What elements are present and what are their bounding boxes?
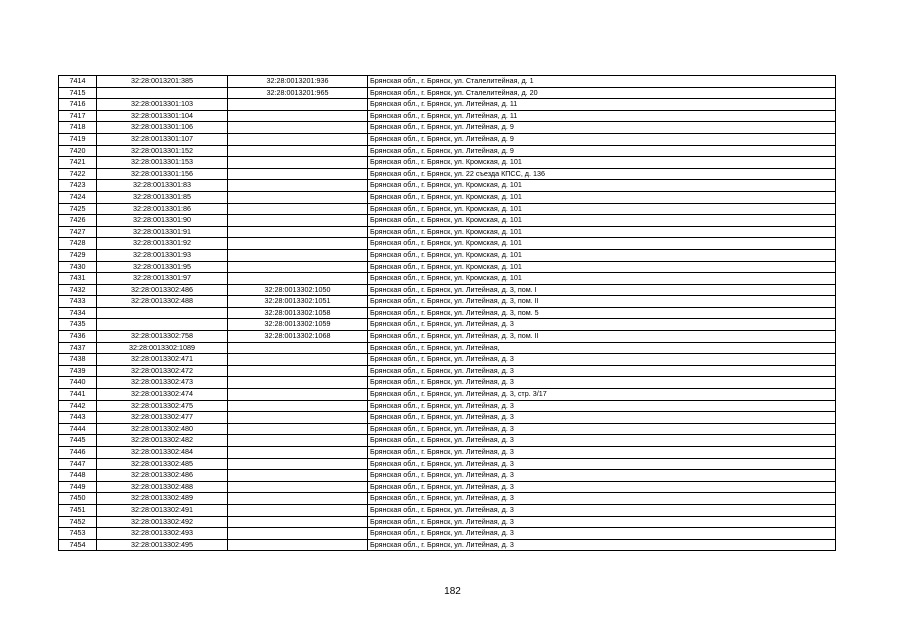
row-number-cell: 7428 [59, 238, 97, 250]
row-number-cell: 7439 [59, 365, 97, 377]
row-number-cell: 7452 [59, 516, 97, 528]
row-number-cell: 7414 [59, 76, 97, 88]
cadastral-number-cell [97, 87, 228, 99]
table-row [59, 215, 836, 227]
address-cell: Брянская обл., г. Брянск, ул. Литейная, д. 9 [368, 145, 836, 157]
cadastral-number-cell: 32:28:0013301:103 [97, 99, 228, 111]
address-cell: Брянская обл., г. Брянск, ул. Литейная, д. 3 [368, 458, 836, 470]
related-cadastral-number-cell [228, 203, 368, 215]
related-cadastral-number-cell [228, 226, 368, 238]
address-cell: Брянская обл., г. Брянск, ул. Литейная, д. 3 [368, 493, 836, 505]
related-cadastral-number-cell [228, 447, 368, 459]
related-cadastral-number-cell [228, 539, 368, 551]
address-cell: Брянская обл., г. Брянск, ул. 22 съезда КПСС, д. 136 [368, 168, 836, 180]
related-cadastral-number-cell [228, 145, 368, 157]
table-row [59, 400, 836, 412]
row-number-cell: 7437 [59, 342, 97, 354]
cadastral-number-cell: 32:28:0013301:152 [97, 145, 228, 157]
row-number-cell: 7427 [59, 226, 97, 238]
address-cell: Брянская обл., г. Брянск, ул. Литейная, д. 3 [368, 504, 836, 516]
table-row [59, 249, 836, 261]
related-cadastral-number-cell [228, 504, 368, 516]
row-number-cell: 7444 [59, 423, 97, 435]
table-row [59, 284, 836, 296]
address-cell: Брянская обл., г. Брянск, ул. Кромская, д. 101 [368, 226, 836, 238]
address-cell: Брянская обл., г. Брянск, ул. Сталелитейная, д. 20 [368, 87, 836, 99]
table-row [59, 365, 836, 377]
address-cell: Брянская обл., г. Брянск, ул. Литейная, д. 3, пом. 5 [368, 307, 836, 319]
related-cadastral-number-cell: 32:28:0013201:936 [228, 76, 368, 88]
address-cell: Брянская обл., г. Брянск, ул. Литейная, д. 3 [368, 447, 836, 459]
address-cell: Брянская обл., г. Брянск, ул. Литейная, д. 3, пом. II [368, 296, 836, 308]
row-number-cell: 7426 [59, 215, 97, 227]
table-row [59, 458, 836, 470]
related-cadastral-number-cell [228, 354, 368, 366]
table-row [59, 504, 836, 516]
address-cell: Брянская обл., г. Брянск, ул. Литейная, д. 3 [368, 423, 836, 435]
related-cadastral-number-cell [228, 412, 368, 424]
address-cell: Брянская обл., г. Брянск, ул. Литейная, д. 3 [368, 528, 836, 540]
address-cell: Брянская обл., г. Брянск, ул. Литейная, д. 3 [368, 539, 836, 551]
cadastral-number-cell: 32:28:0013301:85 [97, 191, 228, 203]
cadastral-number-cell: 32:28:0013301:97 [97, 273, 228, 285]
related-cadastral-number-cell [228, 273, 368, 285]
row-number-cell: 7420 [59, 145, 97, 157]
cadastral-number-cell: 32:28:0013301:86 [97, 203, 228, 215]
table-row [59, 307, 836, 319]
cadastral-number-cell: 32:28:0013302:473 [97, 377, 228, 389]
cadastral-number-cell: 32:28:0013302:472 [97, 365, 228, 377]
cadastral-number-cell: 32:28:0013301:107 [97, 133, 228, 145]
related-cadastral-number-cell [228, 122, 368, 134]
table-row [59, 87, 836, 99]
table-row [59, 180, 836, 192]
address-cell: Брянская обл., г. Брянск, ул. Кромская, д. 101 [368, 261, 836, 273]
cadastral-number-cell: 32:28:0013301:92 [97, 238, 228, 250]
table-row [59, 273, 836, 285]
table-row [59, 470, 836, 482]
row-number-cell: 7433 [59, 296, 97, 308]
table-row [59, 168, 836, 180]
table-row [59, 412, 836, 424]
table-row [59, 133, 836, 145]
related-cadastral-number-cell [228, 157, 368, 169]
row-number-cell: 7418 [59, 122, 97, 134]
property-registry-body [59, 76, 836, 551]
cadastral-number-cell: 32:28:0013302:492 [97, 516, 228, 528]
cadastral-number-cell: 32:28:0013302:485 [97, 458, 228, 470]
address-cell: Брянская обл., г. Брянск, ул. Литейная, д. 3 [368, 435, 836, 447]
cadastral-number-cell: 32:28:0013302:488 [97, 296, 228, 308]
cadastral-number-cell: 32:28:0013201:385 [97, 76, 228, 88]
address-cell: Брянская обл., г. Брянск, ул. Литейная, д. 3 [368, 400, 836, 412]
row-number-cell: 7445 [59, 435, 97, 447]
table-row [59, 447, 836, 459]
row-number-cell: 7441 [59, 389, 97, 401]
table-row [59, 76, 836, 88]
row-number-cell: 7450 [59, 493, 97, 505]
cadastral-number-cell: 32:28:0013302:1089 [97, 342, 228, 354]
related-cadastral-number-cell [228, 400, 368, 412]
row-number-cell: 7449 [59, 481, 97, 493]
address-cell: Брянская обл., г. Брянск, ул. Сталелитейная, д. 1 [368, 76, 836, 88]
table-row [59, 331, 836, 343]
table-row [59, 110, 836, 122]
related-cadastral-number-cell [228, 133, 368, 145]
table-row [59, 145, 836, 157]
table-row [59, 319, 836, 331]
cadastral-number-cell: 32:28:0013301:91 [97, 226, 228, 238]
table-row [59, 157, 836, 169]
related-cadastral-number-cell [228, 389, 368, 401]
related-cadastral-number-cell: 32:28:0013302:1058 [228, 307, 368, 319]
cadastral-number-cell [97, 319, 228, 331]
cadastral-number-cell: 32:28:0013301:104 [97, 110, 228, 122]
related-cadastral-number-cell [228, 249, 368, 261]
related-cadastral-number-cell [228, 215, 368, 227]
cadastral-number-cell [97, 307, 228, 319]
related-cadastral-number-cell: 32:28:0013302:1068 [228, 331, 368, 343]
related-cadastral-number-cell [228, 470, 368, 482]
row-number-cell: 7417 [59, 110, 97, 122]
address-cell: Брянская обл., г. Брянск, ул. Литейная, д. 9 [368, 122, 836, 134]
table-row [59, 389, 836, 401]
table-row [59, 481, 836, 493]
row-number-cell: 7421 [59, 157, 97, 169]
address-cell: Брянская обл., г. Брянск, ул. Литейная, д. 3 [368, 481, 836, 493]
table-row [59, 539, 836, 551]
cadastral-number-cell: 32:28:0013302:486 [97, 470, 228, 482]
row-number-cell: 7436 [59, 331, 97, 343]
related-cadastral-number-cell [228, 261, 368, 273]
cadastral-number-cell: 32:28:0013302:482 [97, 435, 228, 447]
table-row [59, 423, 836, 435]
cadastral-number-cell: 32:28:0013301:83 [97, 180, 228, 192]
cadastral-number-cell: 32:28:0013302:495 [97, 539, 228, 551]
address-cell: Брянская обл., г. Брянск, ул. Литейная, д. 11 [368, 99, 836, 111]
cadastral-number-cell: 32:28:0013302:484 [97, 447, 228, 459]
row-number-cell: 7415 [59, 87, 97, 99]
related-cadastral-number-cell [228, 516, 368, 528]
related-cadastral-number-cell [228, 493, 368, 505]
table-row [59, 226, 836, 238]
cadastral-number-cell: 32:28:0013302:488 [97, 481, 228, 493]
cadastral-number-cell: 32:28:0013302:480 [97, 423, 228, 435]
row-number-cell: 7451 [59, 504, 97, 516]
row-number-cell: 7423 [59, 180, 97, 192]
row-number-cell: 7442 [59, 400, 97, 412]
cadastral-number-cell: 32:28:0013301:90 [97, 215, 228, 227]
address-cell: Брянская обл., г. Брянск, ул. Кромская, д. 101 [368, 249, 836, 261]
related-cadastral-number-cell [228, 423, 368, 435]
related-cadastral-number-cell [228, 191, 368, 203]
page-number: 182 [444, 586, 461, 597]
row-number-cell: 7430 [59, 261, 97, 273]
address-cell: Брянская обл., г. Брянск, ул. Кромская, д. 101 [368, 157, 836, 169]
cadastral-number-cell: 32:28:0013301:156 [97, 168, 228, 180]
cadastral-number-cell: 32:28:0013302:493 [97, 528, 228, 540]
row-number-cell: 7419 [59, 133, 97, 145]
address-cell: Брянская обл., г. Брянск, ул. Литейная, д. 11 [368, 110, 836, 122]
address-cell: Брянская обл., г. Брянск, ул. Литейная, д. 3, пом. I [368, 284, 836, 296]
table-row [59, 296, 836, 308]
related-cadastral-number-cell [228, 99, 368, 111]
row-number-cell: 7424 [59, 191, 97, 203]
related-cadastral-number-cell [228, 168, 368, 180]
cadastral-number-cell: 32:28:0013302:474 [97, 389, 228, 401]
related-cadastral-number-cell [228, 342, 368, 354]
address-cell: Брянская обл., г. Брянск, ул. Литейная, д. 3, стр. 3/17 [368, 389, 836, 401]
table-row [59, 203, 836, 215]
related-cadastral-number-cell [228, 377, 368, 389]
address-cell: Брянская обл., г. Брянск, ул. Кромская, д. 101 [368, 203, 836, 215]
related-cadastral-number-cell [228, 180, 368, 192]
cadastral-number-cell: 32:28:0013302:489 [97, 493, 228, 505]
row-number-cell: 7438 [59, 354, 97, 366]
table-row [59, 191, 836, 203]
table-row [59, 354, 836, 366]
cadastral-number-cell: 32:28:0013302:758 [97, 331, 228, 343]
row-number-cell: 7440 [59, 377, 97, 389]
address-cell: Брянская обл., г. Брянск, ул. Литейная, д. 3 [368, 365, 836, 377]
address-cell: Брянская обл., г. Брянск, ул. Литейная, [368, 342, 836, 354]
table-row [59, 528, 836, 540]
table-row [59, 342, 836, 354]
cadastral-number-cell: 32:28:0013302:471 [97, 354, 228, 366]
table-row [59, 516, 836, 528]
row-number-cell: 7434 [59, 307, 97, 319]
address-cell: Брянская обл., г. Брянск, ул. Литейная, д. 3 [368, 470, 836, 482]
related-cadastral-number-cell: 32:28:0013302:1059 [228, 319, 368, 331]
related-cadastral-number-cell [228, 435, 368, 447]
address-cell: Брянская обл., г. Брянск, ул. Литейная, д. 3 [368, 412, 836, 424]
related-cadastral-number-cell: 32:28:0013302:1051 [228, 296, 368, 308]
table-row [59, 238, 836, 250]
row-number-cell: 7422 [59, 168, 97, 180]
cadastral-number-cell: 32:28:0013301:95 [97, 261, 228, 273]
cadastral-number-cell: 32:28:0013302:475 [97, 400, 228, 412]
table-row [59, 122, 836, 134]
address-cell: Брянская обл., г. Брянск, ул. Кромская, д. 101 [368, 238, 836, 250]
row-number-cell: 7446 [59, 447, 97, 459]
address-cell: Брянская обл., г. Брянск, ул. Литейная, д. 9 [368, 133, 836, 145]
cadastral-number-cell: 32:28:0013301:153 [97, 157, 228, 169]
address-cell: Брянская обл., г. Брянск, ул. Литейная, д. 3 [368, 319, 836, 331]
address-cell: Брянская обл., г. Брянск, ул. Литейная, д. 3 [368, 516, 836, 528]
related-cadastral-number-cell [228, 238, 368, 250]
table-row [59, 493, 836, 505]
related-cadastral-number-cell [228, 528, 368, 540]
row-number-cell: 7416 [59, 99, 97, 111]
address-cell: Брянская обл., г. Брянск, ул. Литейная, д. 3, пом. II [368, 331, 836, 343]
row-number-cell: 7432 [59, 284, 97, 296]
row-number-cell: 7448 [59, 470, 97, 482]
related-cadastral-number-cell [228, 110, 368, 122]
row-number-cell: 7453 [59, 528, 97, 540]
table-row [59, 261, 836, 273]
related-cadastral-number-cell [228, 458, 368, 470]
property-registry-table [58, 75, 836, 551]
row-number-cell: 7443 [59, 412, 97, 424]
cadastral-number-cell: 32:28:0013302:477 [97, 412, 228, 424]
address-cell: Брянская обл., г. Брянск, ул. Кромская, д. 101 [368, 191, 836, 203]
row-number-cell: 7431 [59, 273, 97, 285]
row-number-cell: 7425 [59, 203, 97, 215]
row-number-cell: 7429 [59, 249, 97, 261]
address-cell: Брянская обл., г. Брянск, ул. Литейная, д. 3 [368, 377, 836, 389]
address-cell: Брянская обл., г. Брянск, ул. Кромская, д. 101 [368, 215, 836, 227]
related-cadastral-number-cell [228, 365, 368, 377]
row-number-cell: 7447 [59, 458, 97, 470]
address-cell: Брянская обл., г. Брянск, ул. Кромская, д. 101 [368, 180, 836, 192]
cadastral-number-cell: 32:28:0013302:491 [97, 504, 228, 516]
related-cadastral-number-cell: 32:28:0013201:965 [228, 87, 368, 99]
cadastral-number-cell: 32:28:0013301:106 [97, 122, 228, 134]
row-number-cell: 7454 [59, 539, 97, 551]
row-number-cell: 7435 [59, 319, 97, 331]
table-row [59, 99, 836, 111]
table-row [59, 377, 836, 389]
cadastral-number-cell: 32:28:0013302:486 [97, 284, 228, 296]
cadastral-number-cell: 32:28:0013301:93 [97, 249, 228, 261]
related-cadastral-number-cell: 32:28:0013302:1050 [228, 284, 368, 296]
address-cell: Брянская обл., г. Брянск, ул. Литейная, д. 3 [368, 354, 836, 366]
address-cell: Брянская обл., г. Брянск, ул. Кромская, д. 101 [368, 273, 836, 285]
table-row [59, 435, 836, 447]
related-cadastral-number-cell [228, 481, 368, 493]
